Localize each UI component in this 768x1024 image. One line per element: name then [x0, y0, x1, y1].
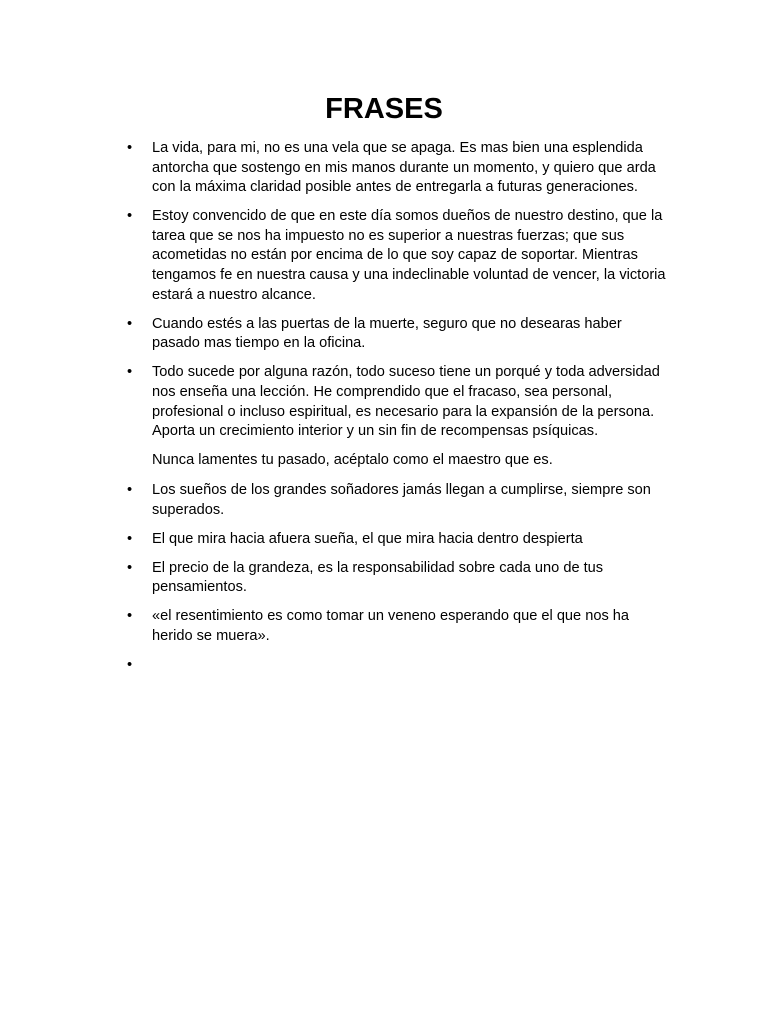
quote-text: Cuando estés a las puertas de la muerte, seguro que no desearas haber pasado mas tiempo en la oficina. [152, 315, 622, 352]
quote-text: Todo sucede por alguna razón, todo suceso tiene un porqué y toda adversidad nos enseña una lección. He comprendido que el fracaso, sea personal, profesional o incluso espiritual, es necesario para la expansión de la persona. Aporta un crecimiento interior y un sin fin de recompensas psíquicas. [152, 364, 660, 440]
list-item [127, 607, 667, 646]
list-item-empty [127, 656, 667, 676]
list-item [127, 530, 667, 550]
continuation-paragraph: Nunca lamentes tu pasado, acéptalo como el maestro que es. [152, 452, 553, 469]
quote-list [127, 139, 667, 685]
list-item [127, 559, 667, 598]
list-item [127, 363, 667, 441]
quote-text: La vida, para mi, no es una vela que se apaga. Es mas bien una esplendida antorcha que sostengo en mis manos durante un momento, y quiero que arda con la máxima claridad posible antes de entregarla a futuras generaciones. [152, 140, 656, 196]
list-item [127, 315, 667, 354]
bullet-icon: • [127, 608, 133, 625]
bullet-icon: • [127, 559, 133, 576]
quote-text [152, 656, 667, 676]
bullet-icon: • [127, 481, 133, 498]
list-item [127, 139, 667, 198]
quote-text: El precio de la grandeza, es la responsabilidad sobre cada uno de tus pensamientos. [152, 559, 604, 596]
bullet-icon: • [127, 140, 133, 156]
list-item [127, 481, 667, 520]
bullet-icon: • [127, 364, 133, 381]
quote-text: Estoy convencido de que en este día somos dueños de nuestro destino, que la tarea que se nos ha impuesto no es superior a nuestras fuerzas; que sus acometidas no están por encima de lo que soy capaz de soportar. Mientras tengamos fe en nuestra causa y una indeclinable voluntad de vencer, la victoria estará a nuestro alcance. [152, 208, 666, 303]
quote-text: El que mira hacia afuera sueña, el que mira hacia dentro despierta [152, 530, 583, 547]
quote-text: Los sueños de los grandes soñadores jamás llegan a cumplirse, siempre son superados. [152, 481, 651, 518]
quote-text: «el resentimiento es como tomar un veneno esperando que el que nos ha herido se muera». [152, 608, 630, 644]
page-title: FRASES [325, 93, 443, 125]
bullet-icon: • [127, 657, 133, 674]
list-item [127, 207, 667, 305]
bullet-icon: • [127, 315, 133, 332]
bullet-icon: • [127, 530, 133, 547]
bullet-icon: • [127, 208, 133, 225]
